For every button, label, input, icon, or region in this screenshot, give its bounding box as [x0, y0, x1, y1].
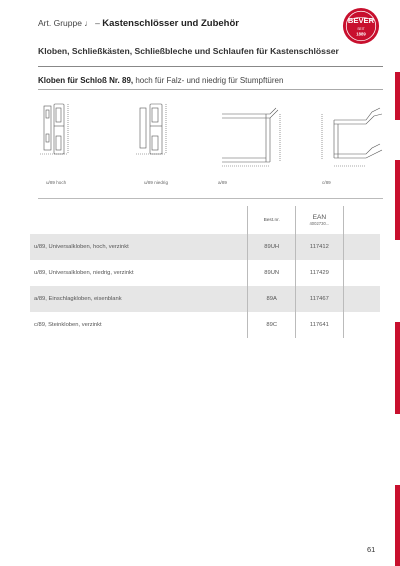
group-title: Kastenschlösser und Zubehör	[102, 18, 239, 29]
page-subtitle: Kloben, Schließkästen, Schließbleche und Schlaufen für Kastenschlösser	[38, 46, 339, 56]
brand-since: SEIT	[357, 26, 365, 31]
header-desc	[30, 206, 248, 234]
row-desc: a/89, Einschlagkloben, eisenblank	[30, 286, 248, 312]
section-tab-marker	[395, 485, 400, 566]
row-empty	[343, 234, 380, 260]
section-title	[38, 76, 383, 85]
drawing-c89	[314, 98, 394, 168]
row-desc: c/89, Steinkloben, verzinkt	[34, 322, 102, 328]
header-empty	[343, 206, 380, 234]
section-title-rest: hoch für Falz- und niedrig für Stumpftüren	[133, 76, 284, 85]
drawings-row	[38, 98, 383, 190]
row-best: 89C	[248, 312, 296, 338]
drawing-u89-niedrig	[134, 98, 184, 168]
section-tab-marker	[395, 72, 400, 120]
bever-logo	[342, 7, 380, 45]
header-ean-prefix: 4002730...	[309, 221, 330, 226]
row-empty	[343, 312, 380, 338]
table-header-row	[30, 206, 380, 234]
drawing-a89	[212, 98, 302, 168]
divider	[38, 89, 383, 90]
header-ean-label: EAN	[312, 214, 327, 221]
row-ean: 117641	[295, 312, 343, 338]
caption-u89-niedrig: u/89 niedrig	[144, 180, 169, 185]
divider	[38, 66, 383, 67]
row-desc: u/89, Universalkloben, niedrig, verzinkt	[34, 270, 134, 276]
row-ean: 117429	[295, 260, 343, 286]
header-best: Best.nr.	[248, 206, 296, 234]
page-number: 61	[367, 545, 376, 554]
row-ean: 117467	[295, 286, 343, 312]
row-empty	[343, 260, 380, 286]
section-title-bold: Kloben für Schloß Nr. 89,	[38, 76, 134, 85]
row-desc: u/89, Universalkloben, hoch, verzinkt	[30, 234, 248, 260]
row-empty	[343, 286, 380, 312]
caption-u89-hoch: u/89 hoch	[46, 180, 67, 185]
divider	[38, 198, 383, 199]
drawing-u89-hoch	[38, 98, 88, 168]
caption-c89: c/89	[322, 180, 331, 185]
caption-a89: a/89	[218, 180, 227, 185]
header-ean	[295, 206, 343, 234]
table-row	[30, 286, 380, 312]
group-prefix: Art. Gruppe ♩ –	[38, 18, 100, 28]
row-best: 89A	[248, 286, 296, 312]
page-header	[38, 18, 239, 29]
brand-name: BEVER	[347, 16, 375, 26]
table-row	[30, 312, 380, 338]
row-best: 89UH	[248, 234, 296, 260]
table-row	[30, 234, 380, 260]
row-best: 89UN	[248, 260, 296, 286]
row-ean: 117412	[295, 234, 343, 260]
product-table	[30, 206, 380, 338]
section-tab-marker	[395, 322, 400, 414]
table-row	[30, 260, 380, 286]
section-tab-marker	[395, 160, 400, 240]
brand-year: 1889	[356, 31, 366, 37]
